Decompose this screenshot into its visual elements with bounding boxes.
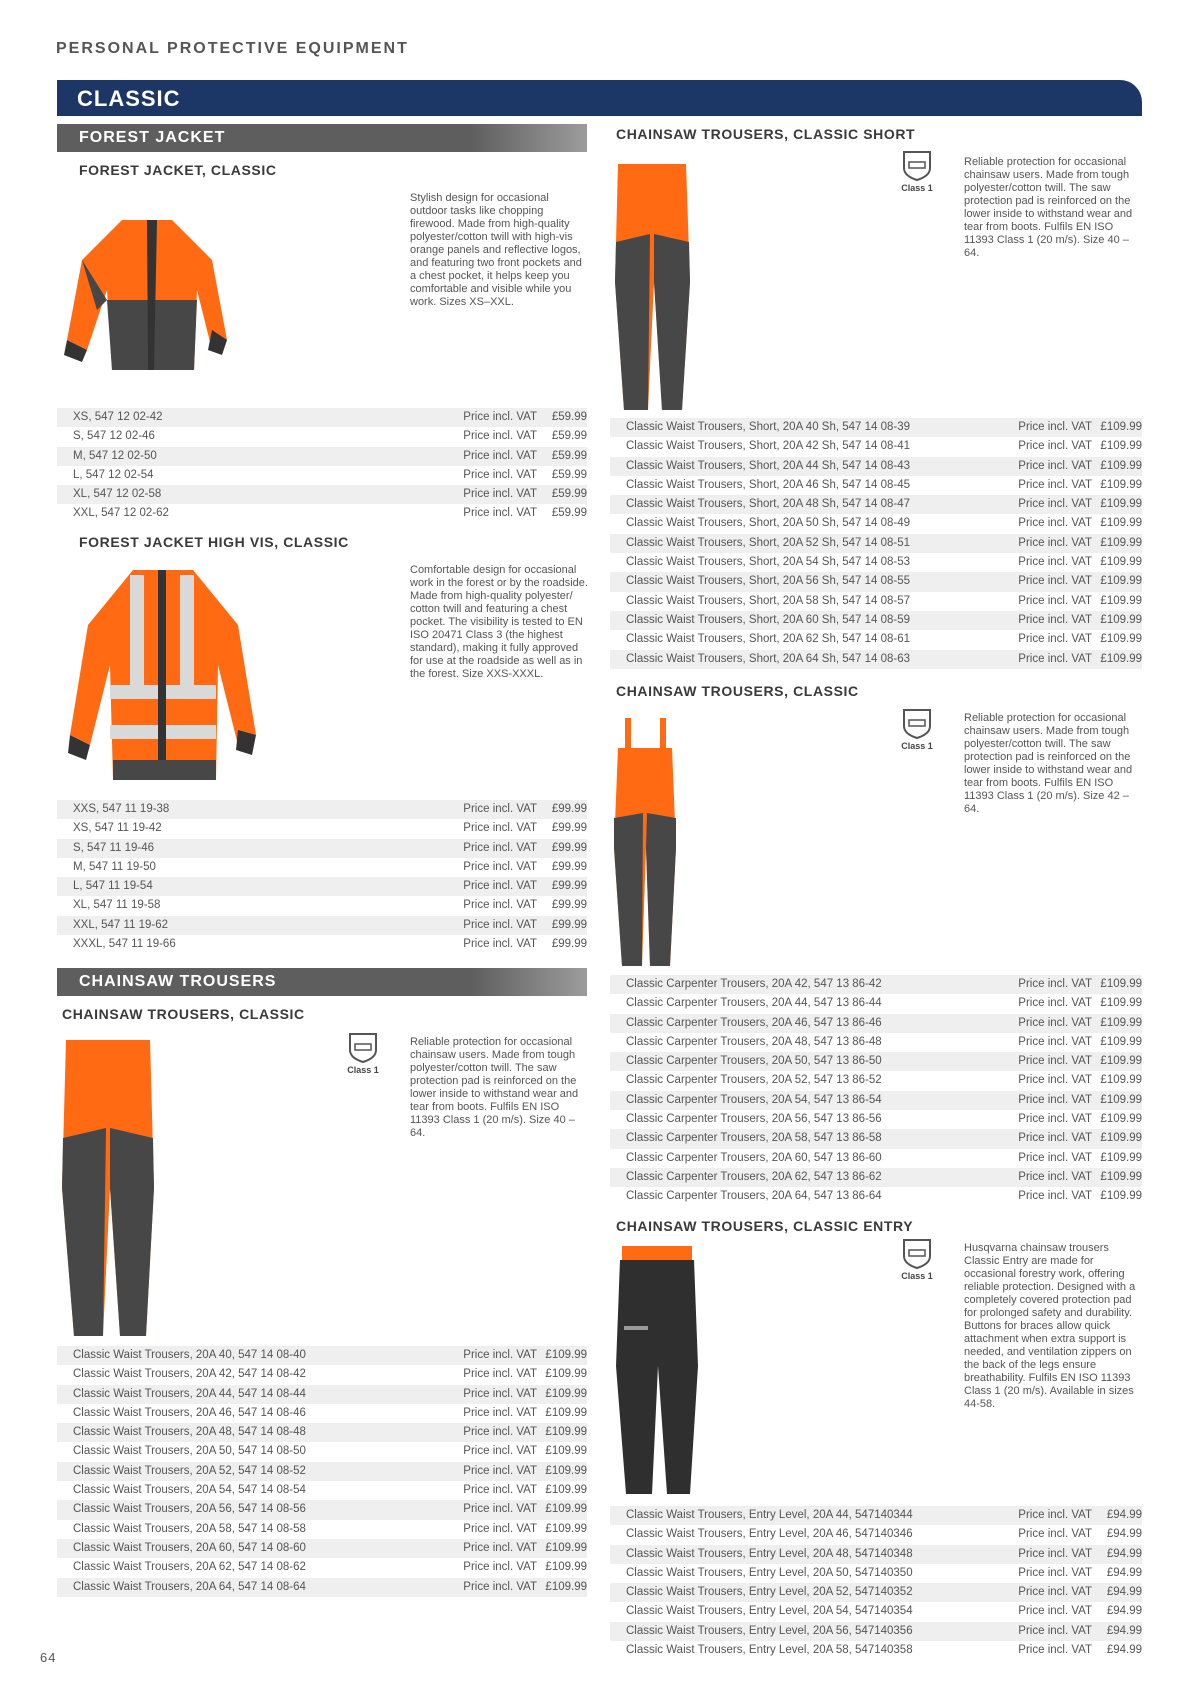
price: £109.99 — [1100, 478, 1142, 491]
product-name: Classic Waist Trousers, Short, 20A 48 Sh, 547 14 08-47 — [626, 498, 911, 511]
table-row — [57, 1558, 587, 1577]
table-row — [57, 916, 587, 935]
price: £109.99 — [1100, 421, 1142, 433]
table-row — [610, 1033, 1142, 1052]
price-label: Price incl. VAT — [463, 1445, 537, 1458]
chainsaw-trousers-bar: CHAINSAW TROUSERS — [57, 968, 587, 996]
product-name: Classic Waist Trousers, 20A 62, 547 14 08-62 — [73, 1561, 306, 1574]
price: £94.99 — [1106, 1586, 1142, 1599]
price: £99.99 — [551, 860, 587, 873]
product-name: Classic Waist Trousers, Short, 20A 50 Sh, 547 14 08-49 — [626, 517, 911, 530]
chainsaw-trousers-classic-short-title: CHAINSAW TROUSERS, CLASSIC SHORT — [616, 126, 916, 142]
table-row — [610, 476, 1142, 495]
product-name: Classic Waist Trousers, 20A 42, 547 14 08-42 — [73, 1368, 306, 1381]
product-name: Classic Waist Trousers, Entry Level, 20A 50, 547140350 — [626, 1566, 913, 1579]
price-label: Price incl. VAT — [1018, 1055, 1092, 1068]
price: £109.99 — [1100, 997, 1142, 1010]
product-name: S, 547 12 02-46 — [73, 430, 155, 443]
table-row — [57, 504, 587, 523]
product-name: XXL, 547 11 19-62 — [73, 918, 169, 931]
chainsaw-trousers-classic-short-table — [610, 418, 1142, 669]
product-name: Classic Waist Trousers, Short, 20A 60 Sh, 547 14 08-59 — [626, 613, 911, 626]
price: £109.99 — [1100, 1074, 1142, 1087]
table-row — [57, 466, 587, 485]
price-label: Price incl. VAT — [1018, 575, 1092, 588]
table-row — [610, 1052, 1142, 1071]
product-name: XXXL, 547 11 19-66 — [73, 938, 176, 951]
price: £99.99 — [551, 918, 587, 931]
price: £94.99 — [1106, 1566, 1142, 1579]
page-header: PERSONAL PROTECTIVE EQUIPMENT — [56, 40, 409, 57]
table-row — [610, 1071, 1142, 1090]
table-row — [610, 534, 1142, 553]
product-name: Classic Waist Trousers, Short, 20A 52 Sh, 547 14 08-51 — [626, 536, 911, 549]
price-label: Price incl. VAT — [463, 468, 537, 481]
table-row — [57, 1404, 587, 1423]
table-row — [57, 1365, 587, 1384]
shield-chainsaw-icon — [346, 1030, 380, 1064]
product-name: Classic Waist Trousers, Entry Level, 20A 54, 547140354 — [626, 1605, 913, 1618]
price: £99.99 — [551, 938, 587, 951]
product-name: Classic Waist Trousers, 20A 46, 547 14 08-46 — [73, 1406, 306, 1419]
price: £99.99 — [551, 899, 587, 912]
product-name: XL, 547 11 19-58 — [73, 899, 161, 912]
product-name: Classic Carpenter Trousers, 20A 64, 547 13 86-64 — [626, 1190, 882, 1203]
table-row — [610, 611, 1142, 630]
table-row — [610, 1168, 1142, 1187]
price-label: Price incl. VAT — [463, 430, 537, 443]
product-name: Classic Waist Trousers, Entry Level, 20A 48, 547140348 — [626, 1547, 913, 1560]
product-name: Classic Waist Trousers, Short, 20A 58 Sh, 547 14 08-57 — [626, 594, 911, 607]
chainsaw-trousers-classic-entry-image — [612, 1246, 702, 1496]
product-name: XL, 547 12 02-58 — [73, 488, 162, 501]
table-row — [610, 994, 1142, 1013]
price-label: Price incl. VAT — [1018, 1016, 1092, 1029]
price-label: Price incl. VAT — [463, 449, 537, 462]
product-name: Classic Waist Trousers, Entry Level, 20A 44, 547140344 — [626, 1509, 913, 1521]
table-row — [610, 572, 1142, 591]
product-name: Classic Waist Trousers, Short, 20A 44 Sh, 547 14 08-43 — [626, 459, 911, 472]
price-label: Price incl. VAT — [463, 1561, 537, 1574]
price-label: Price incl. VAT — [1018, 517, 1092, 530]
product-name: Classic Carpenter Trousers, 20A 58, 547 13 86-58 — [626, 1132, 882, 1145]
price-label: Price incl. VAT — [463, 1368, 537, 1381]
price-label: Price incl. VAT — [463, 1522, 537, 1535]
price-label: Price incl. VAT — [463, 1464, 537, 1477]
forest-jacket-high-vis-description: Comfortable design for occasional work in the forest or by the roadside. Made from high-quality polyester/ cotton twill and featuring a chest pocket. The visibility is tested to EN ISO 20471 Class 3 (the highest standard), making it fully approved for use at the roadside as well as in the forest. Size XXS-XXXL. — [410, 564, 588, 680]
price-label: Price incl. VAT — [1018, 1170, 1092, 1183]
price-label: Price incl. VAT — [1018, 1566, 1092, 1579]
table-row — [610, 650, 1142, 669]
table-row — [57, 408, 587, 427]
price-label: Price incl. VAT — [1018, 633, 1092, 646]
price-label: Price incl. VAT — [463, 803, 537, 815]
price: £109.99 — [1100, 978, 1142, 990]
chainsaw-trousers-carpenter-description: Reliable protection for occasional chainsaw users. Made from tough polyester/cotton twill. The saw protection pad is reinforced on the lower inside to withstand wear and tear from boots. Fulfils EN ISO 11393 Class 1 (20 m/s). Size 42 – 64. — [964, 712, 1133, 815]
chainsaw-trousers-carpenter-title: CHAINSAW TROUSERS, CLASSIC — [616, 683, 859, 699]
price-label: Price incl. VAT — [1018, 978, 1092, 990]
price: £59.99 — [551, 507, 587, 520]
chainsaw-trousers-classic-description: Reliable protection for occasional chainsaw users. Made from tough polyester/cotton twill. The saw protection pad is reinforced on the lower inside to withstand wear and tear from boots. Fulfils EN ISO 11393 Class 1 (20 m/s). Size 40 – 64. — [410, 1036, 579, 1139]
price: £109.99 — [1100, 459, 1142, 472]
price: £109.99 — [1100, 1035, 1142, 1048]
price-label: Price incl. VAT — [1018, 478, 1092, 491]
product-name: Classic Waist Trousers, Short, 20A 40 Sh, 547 14 08-39 — [626, 421, 911, 433]
product-name: XS, 547 12 02-42 — [73, 411, 163, 423]
product-name: Classic Carpenter Trousers, 20A 46, 547 13 86-46 — [626, 1016, 882, 1029]
price: £109.99 — [1100, 440, 1142, 453]
shield-chainsaw-icon — [900, 706, 934, 740]
price: £59.99 — [551, 468, 587, 481]
product-name: Classic Waist Trousers, Short, 20A 64 Sh, 547 14 08-63 — [626, 652, 911, 665]
table-row — [610, 592, 1142, 611]
price-label: Price incl. VAT — [1018, 1093, 1092, 1106]
price-label: Price incl. VAT — [1018, 1035, 1092, 1048]
price: £109.99 — [1100, 594, 1142, 607]
product-name: Classic Carpenter Trousers, 20A 54, 547 13 86-54 — [626, 1093, 882, 1106]
table-row — [57, 1481, 587, 1500]
table-row — [610, 514, 1142, 533]
table-row — [610, 418, 1142, 437]
price: £94.99 — [1106, 1528, 1142, 1541]
table-row — [57, 839, 587, 858]
table-row — [57, 1520, 587, 1539]
price-label: Price incl. VAT — [463, 1426, 537, 1439]
price: £59.99 — [551, 449, 587, 462]
price-label: Price incl. VAT — [1018, 1190, 1092, 1203]
price: £109.99 — [545, 1387, 587, 1400]
price: £109.99 — [545, 1406, 587, 1419]
chainsaw-trousers-classic-entry-table — [610, 1506, 1142, 1660]
page-number: 64 — [40, 1650, 57, 1665]
price-label: Price incl. VAT — [1018, 594, 1092, 607]
price-label: Price incl. VAT — [463, 918, 537, 931]
price-label: Price incl. VAT — [1018, 1547, 1092, 1560]
price-label: Price incl. VAT — [463, 488, 537, 501]
price-label: Price incl. VAT — [463, 822, 537, 835]
product-name: Classic Waist Trousers, Short, 20A 42 Sh, 547 14 08-41 — [626, 440, 911, 453]
table-row — [610, 1564, 1142, 1583]
product-name: Classic Waist Trousers, 20A 64, 547 14 08-64 — [73, 1580, 306, 1593]
chainsaw-trousers-classic-entry-title: CHAINSAW TROUSERS, CLASSIC ENTRY — [616, 1218, 914, 1234]
price: £99.99 — [551, 880, 587, 893]
chainsaw-trousers-classic-image — [58, 1038, 158, 1338]
product-name: M, 547 11 19-50 — [73, 860, 156, 873]
price: £94.99 — [1106, 1644, 1142, 1657]
shield-chainsaw-icon — [900, 1236, 934, 1270]
product-name: Classic Carpenter Trousers, 20A 56, 547 13 86-56 — [626, 1113, 882, 1126]
product-name: M, 547 12 02-50 — [73, 449, 157, 462]
price-label: Price incl. VAT — [1018, 1132, 1092, 1145]
price: £109.99 — [545, 1426, 587, 1439]
product-name: Classic Waist Trousers, Entry Level, 20A 52, 547140352 — [626, 1586, 913, 1599]
table-row — [610, 1583, 1142, 1602]
table-row — [610, 457, 1142, 476]
price: £94.99 — [1106, 1509, 1142, 1521]
price: £109.99 — [545, 1522, 587, 1535]
price: £109.99 — [545, 1368, 587, 1381]
table-row — [610, 630, 1142, 649]
price-label: Price incl. VAT — [463, 860, 537, 873]
table-row — [57, 1578, 587, 1597]
table-row — [57, 485, 587, 504]
price-label: Price incl. VAT — [463, 880, 537, 893]
product-name: S, 547 11 19-46 — [73, 841, 154, 854]
price: £109.99 — [1100, 556, 1142, 569]
price-label: Price incl. VAT — [1018, 536, 1092, 549]
table-row — [57, 1346, 587, 1365]
forest-jacket-high-vis-table — [57, 800, 587, 954]
table-row — [610, 1187, 1142, 1206]
chainsaw-trousers-classic-short-image — [612, 162, 692, 412]
price: £109.99 — [1100, 613, 1142, 626]
price: £109.99 — [545, 1580, 587, 1593]
table-row — [610, 1545, 1142, 1564]
table-row — [610, 1014, 1142, 1033]
forest-jacket-classic-table — [57, 408, 587, 524]
price-label: Price incl. VAT — [463, 938, 537, 951]
table-row — [57, 1442, 587, 1461]
table-row — [57, 447, 587, 466]
price-label: Price incl. VAT — [1018, 556, 1092, 569]
price: £94.99 — [1106, 1624, 1142, 1637]
product-name: Classic Waist Trousers, 20A 44, 547 14 08-44 — [73, 1387, 306, 1400]
class-1-badge: Class 1 — [894, 706, 940, 751]
price-label: Price incl. VAT — [1018, 1074, 1092, 1087]
product-name: Classic Waist Trousers, 20A 56, 547 14 08-56 — [73, 1503, 306, 1516]
price-label: Price incl. VAT — [1018, 1528, 1092, 1541]
price-label: Price incl. VAT — [1018, 613, 1092, 626]
price: £109.99 — [545, 1484, 587, 1497]
table-row — [610, 975, 1142, 994]
price: £109.99 — [1100, 1055, 1142, 1068]
table-row — [57, 427, 587, 446]
price: £109.99 — [545, 1541, 587, 1554]
price-label: Price incl. VAT — [463, 1349, 537, 1361]
price-label: Price incl. VAT — [463, 1406, 537, 1419]
price-label: Price incl. VAT — [1018, 1113, 1092, 1126]
price: £99.99 — [551, 822, 587, 835]
chainsaw-trousers-classic-entry-description: Husqvarna chainsaw trousers Classic Entry are made for occasional forestry work, offering reliable protection. Designed with a completely covered protection pad for prolonged safety and durability. Buttons for braces allow quick attachment when extra support is needed, and ventilation zippers on the back of the legs ensure breathability. Fulfils EN ISO 11393 Class 1 (20 m/s). Available in sizes 44-58. — [964, 1242, 1136, 1410]
price-label: Price incl. VAT — [463, 1541, 537, 1554]
price: £109.99 — [545, 1464, 587, 1477]
table-row — [610, 1525, 1142, 1544]
product-name: XXS, 547 11 19-38 — [73, 803, 170, 815]
price-label: Price incl. VAT — [463, 841, 537, 854]
class-1-badge: Class 1 — [894, 1236, 940, 1281]
price: £109.99 — [545, 1445, 587, 1458]
price: £109.99 — [1100, 498, 1142, 511]
price: £109.99 — [1100, 1093, 1142, 1106]
table-row — [57, 896, 587, 915]
product-name: Classic Waist Trousers, Short, 20A 46 Sh, 547 14 08-45 — [626, 478, 911, 491]
forest-jacket-high-vis-image — [68, 565, 258, 790]
price: £94.99 — [1106, 1547, 1142, 1560]
price-label: Price incl. VAT — [1018, 421, 1092, 433]
price-label: Price incl. VAT — [1018, 1509, 1092, 1521]
product-name: Classic Waist Trousers, Entry Level, 20A 56, 547140356 — [626, 1624, 913, 1637]
table-row — [610, 495, 1142, 514]
product-name: L, 547 12 02-54 — [73, 468, 154, 481]
table-row — [610, 1602, 1142, 1621]
product-name: XS, 547 11 19-42 — [73, 822, 162, 835]
chainsaw-trousers-classic-table — [57, 1346, 587, 1597]
class-1-badge: Class 1 — [894, 148, 940, 193]
product-name: Classic Waist Trousers, Short, 20A 54 Sh, 547 14 08-53 — [626, 556, 911, 569]
price-label: Price incl. VAT — [1018, 1605, 1092, 1618]
product-name: Classic Waist Trousers, 20A 54, 547 14 08-54 — [73, 1484, 306, 1497]
price-label: Price incl. VAT — [463, 1580, 537, 1593]
forest-jacket-high-vis-title: FOREST JACKET HIGH VIS, CLASSIC — [79, 534, 349, 550]
price: £109.99 — [1100, 1170, 1142, 1183]
table-row — [610, 1506, 1142, 1525]
product-name: Classic Carpenter Trousers, 20A 44, 547 13 86-44 — [626, 997, 882, 1010]
table-row — [610, 553, 1142, 572]
product-name: Classic Waist Trousers, 20A 52, 547 14 08-52 — [73, 1464, 306, 1477]
price-label: Price incl. VAT — [463, 1503, 537, 1516]
table-row — [57, 1500, 587, 1519]
chainsaw-trousers-classic-short-description: Reliable protection for occasional chainsaw users. Made from tough polyester/cotton twill. The saw protection pad is reinforced on the lower inside to withstand wear and tear from boots. Fulfils EN ISO 11393 Class 1 (20 m/s). Size 40 – 64. — [964, 156, 1133, 259]
price-label: Price incl. VAT — [463, 1484, 537, 1497]
product-name: Classic Waist Trousers, 20A 50, 547 14 08-50 — [73, 1445, 306, 1458]
price-label: Price incl. VAT — [1018, 1624, 1092, 1637]
product-name: Classic Waist Trousers, Entry Level, 20A 46, 547140346 — [626, 1528, 913, 1541]
forest-jacket-classic-title: FOREST JACKET, CLASSIC — [79, 162, 277, 178]
product-name: Classic Carpenter Trousers, 20A 60, 547 13 86-60 — [626, 1151, 882, 1164]
product-name: Classic Waist Trousers, Short, 20A 62 Sh, 547 14 08-61 — [626, 633, 911, 646]
price: £109.99 — [545, 1503, 587, 1516]
price: £109.99 — [1100, 633, 1142, 646]
chainsaw-trousers-carpenter-table — [610, 975, 1142, 1207]
forest-jacket-bar: FOREST JACKET — [57, 124, 587, 152]
price-label: Price incl. VAT — [1018, 498, 1092, 511]
table-row — [610, 1622, 1142, 1641]
table-row — [57, 877, 587, 896]
product-name: Classic Waist Trousers, 20A 48, 547 14 08-48 — [73, 1426, 306, 1439]
product-name: Classic Waist Trousers, 20A 58, 547 14 08-58 — [73, 1522, 306, 1535]
price: £94.99 — [1106, 1605, 1142, 1618]
price-label: Price incl. VAT — [463, 899, 537, 912]
price: £99.99 — [551, 803, 587, 815]
product-name: Classic Carpenter Trousers, 20A 62, 547 13 86-62 — [626, 1170, 882, 1183]
table-row — [57, 858, 587, 877]
table-row — [610, 1641, 1142, 1660]
table-row — [57, 1423, 587, 1442]
price-label: Price incl. VAT — [1018, 440, 1092, 453]
table-row — [57, 819, 587, 838]
price: £59.99 — [551, 411, 587, 423]
price: £109.99 — [1100, 536, 1142, 549]
product-name: Classic Carpenter Trousers, 20A 42, 547 13 86-42 — [626, 978, 882, 990]
product-name: XXL, 547 12 02-62 — [73, 507, 169, 520]
price-label: Price incl. VAT — [1018, 997, 1092, 1010]
product-name: Classic Waist Trousers, Short, 20A 56 Sh, 547 14 08-55 — [626, 575, 911, 588]
table-row — [57, 1385, 587, 1404]
price: £109.99 — [1100, 517, 1142, 530]
price-label: Price incl. VAT — [463, 1387, 537, 1400]
table-row — [57, 1539, 587, 1558]
table-row — [57, 800, 587, 819]
price: £109.99 — [545, 1349, 587, 1361]
product-name: Classic Carpenter Trousers, 20A 48, 547 13 86-48 — [626, 1035, 882, 1048]
price: £109.99 — [1100, 652, 1142, 665]
product-name: Classic Waist Trousers, 20A 40, 547 14 08-40 — [73, 1349, 306, 1361]
product-name: Classic Carpenter Trousers, 20A 52, 547 13 86-52 — [626, 1074, 882, 1087]
price-label: Price incl. VAT — [463, 411, 537, 423]
forest-jacket-classic-image — [62, 200, 232, 400]
price-label: Price incl. VAT — [1018, 1151, 1092, 1164]
table-row — [610, 437, 1142, 456]
price-label: Price incl. VAT — [1018, 459, 1092, 472]
chainsaw-trousers-classic-title: CHAINSAW TROUSERS, CLASSIC — [62, 1006, 305, 1022]
price: £59.99 — [551, 430, 587, 443]
table-row — [57, 935, 587, 954]
price-label: Price incl. VAT — [1018, 1586, 1092, 1599]
table-row — [610, 1110, 1142, 1129]
price: £109.99 — [1100, 1190, 1142, 1203]
product-name: Classic Waist Trousers, 20A 60, 547 14 08-60 — [73, 1541, 306, 1554]
table-row — [57, 1462, 587, 1481]
table-row — [610, 1149, 1142, 1168]
product-name: Classic Carpenter Trousers, 20A 50, 547 13 86-50 — [626, 1055, 882, 1068]
price-label: Price incl. VAT — [1018, 652, 1092, 665]
product-name: Classic Waist Trousers, Entry Level, 20A 58, 547140358 — [626, 1644, 913, 1657]
classic-section-bar: CLASSIC — [57, 80, 1142, 116]
forest-jacket-classic-description: Stylish design for occasional outdoor tasks like chopping firewood. Made from high-quality polyester/cotton twill with high-vis orange panels and reflective logos, and featuring two front pockets and a chest pocket, it helps keep you comfortable and visible while you work. Sizes XS–XXL. — [410, 192, 582, 308]
price: £109.99 — [1100, 1151, 1142, 1164]
table-row — [610, 1129, 1142, 1148]
price-label: Price incl. VAT — [463, 507, 537, 520]
price: £109.99 — [1100, 1016, 1142, 1029]
price: £99.99 — [551, 841, 587, 854]
price: £109.99 — [545, 1561, 587, 1574]
chainsaw-trousers-carpenter-image — [610, 718, 680, 968]
price-label: Price incl. VAT — [1018, 1644, 1092, 1657]
price: £59.99 — [551, 488, 587, 501]
table-row — [610, 1091, 1142, 1110]
price: £109.99 — [1100, 1113, 1142, 1126]
price: £109.99 — [1100, 575, 1142, 588]
price: £109.99 — [1100, 1132, 1142, 1145]
product-name: L, 547 11 19-54 — [73, 880, 153, 893]
shield-chainsaw-icon — [900, 148, 934, 182]
class-1-badge: Class 1 — [340, 1030, 386, 1075]
